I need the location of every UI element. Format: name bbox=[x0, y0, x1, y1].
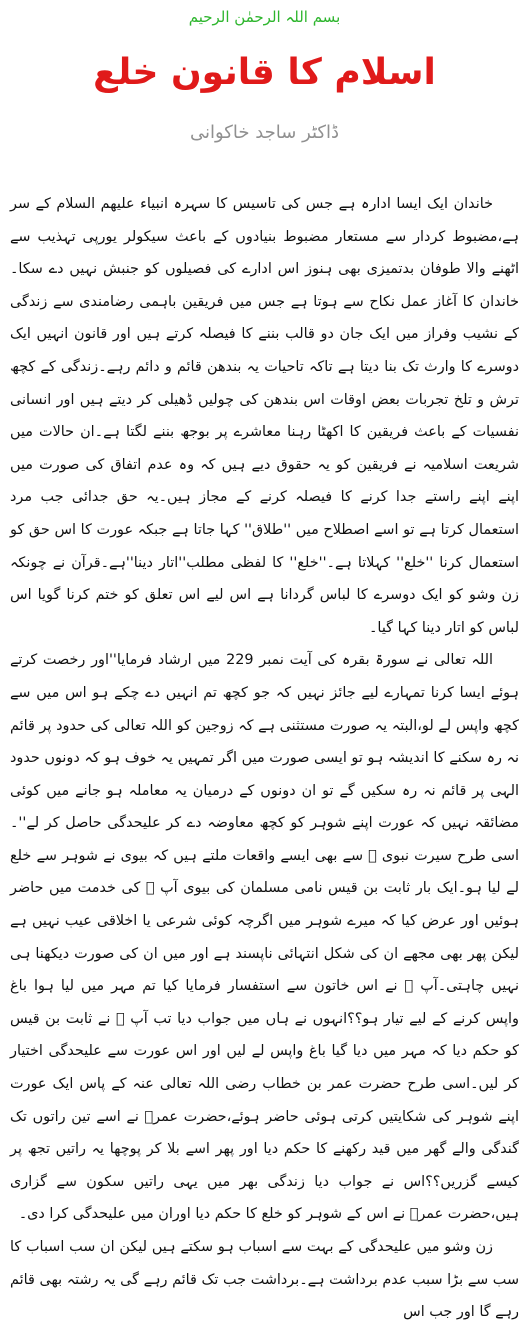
article-paragraph: خاندان ایک ایسا ادارہ ہے جس کی تاسیس کا سہرہ انبیاء علیھم السلام کے سر ہے،مضبوط کردار سے مستعار مضبوط بنیادوں کے باعث سیکولر یورپی تہذیب سے اٹھنے والا طوفان بدتمیزی بھی ہنوز اس ادارے کی فصیلوں کو جنبش نہیں دے سکا۔خاندان کا آغاز عمل نکاح سے ہوتا ہے جس میں فریقین باہمی رضامندی سے زندگی کے نشیب وفراز میں ایک جان دو قالب بننے کا فیصلہ کرتے ہیں اور قانون انہیں ایک دوسرے کا وارث تک بنا دیتا ہے تاکہ تاحیات یہ بندھن قائم و دائم رہے۔زندگی کے کچھ ترش و تلخ تجربات بعض اوقات اس بندھن کی چولیں ڈھیلی کر دیتے ہیں اور انسانی نفسیات کے باعث فریقین کا اکھٹا رہنا معاشرے پر بوجھ بننے لگتا ہے۔ان حالات میں شریعت اسلامیہ نے فریقین کو یہ حقوق دیے ہیں کہ وہ عدم اتفاق کی صورت میں اپنے اپنے راستے جدا کرنے کا فیصلہ کرنے کے مجاز ہیں۔یہ حق جدائی جب مرد استعمال کرتا ہے تو اسے اصطلاح میں ''طلاق'' کہا جاتا ہے جبکہ عورت کا اس حق کو استعمال کرنا ''خلع'' کہلاتا ہے۔''خلع'' کا لفظی مطلب''اتار دینا''ہے۔قرآن نے چونکہ زن وشو کو ایک دوسرے کا لباس گردانا ہے اس لیے اس تعلق کو ختم کرنا گویا اس لباس کو اتار دینا کہا گیا۔ bbox=[10, 196, 519, 636]
article-title: اسلام کا قانون خلع bbox=[93, 52, 436, 93]
article-paragraph: اللہ تعالی نے سورۃ بقرہ کی آیت نمبر 229 میں ارشاد فرمایا''اور رخصت کرتے ہوئے ایسا کرنا تمہارے لیے جائز نہیں کہ جو کچھ تم انہیں دے چکے ہو اس میں سے کچھ واپس لے لو،البتہ یہ صورت مستثنی ہے کہ زوجین کو اللہ تعالی کی حدود پر قائم نہ رہ سکنے کا اندیشہ ہو تو ایسی صورت میں اگر تمہیں یہ خوف ہو کہ دونوں حدود الہی پر قائم نہ رہ سکیں گے تو ان دونوں کے درمیان یہ معاملہ ہو جانے میں کوئی مضائقہ نہیں کہ عورت اپنے شوہر کو کچھ معاوضہ دے کر علیحدگی حاصل کر لے''۔اسی طرح سیرت نبوی ﷺ سے بھی ایسے واقعات ملتے ہیں کہ بیوی نے شوہر سے خلع لے لیا ہو۔ایک بار ثابت بن قیس نامی مسلمان کی بیوی آپ ﷺ کی خدمت میں حاضر ہوئیں اور عرض کیا کہ میرے شوہر میں اگرچہ کوئی شرعی یا اخلاقی عیب نہیں ہے لیکن پھر بھی مجھے ان کی شکل انتہائی ناپسند ہے اور میں ان کی صورت دیکھنا ہی نہیں چاہتی۔آپ ﷺ نے اس خاتون سے استفسار فرمایا کیا تم مہر میں لیا ہوا باغ واپس کرنے کے لیے تیار ہو؟؟انہوں نے ہاں میں جواب دیا تب آپ ﷺ نے ثابت بن قیس کو حکم دیا کہ مہر میں دیا گیا باغ واپس لے لیں اور اس عورت سے علیحدگی اختیار کر لیں۔اسی طرح حضرت عمر بن خطاب رضی اللہ تعالی عنہ کے پاس ایک عورت اپنے شوہر کی شکایتیں کرتی ہوئی حاضر ہوئے،حضرت عمرؓ نے اسے تین راتوں تک گندگی والے گھر میں قید رکھنے کا حکم دیا اور پھر اسے بلا کر پوچھا یہ راتیں تجھ پر کیسے گزریں؟؟اس نے جواب دیا زندگی بھر میں یہی راتیں سکون سے گزاری ہیں،حضرت عمرؓ نے اس کے شوہر کو خلع کا حکم دیا اوران میں علیحدگی کرا دی۔ bbox=[10, 652, 519, 1223]
bismillah-heading: بسم اللہ الرحمٰن الرحیم bbox=[188, 8, 341, 26]
article-paragraph: زن وشو میں علیحدگی کے بہت سے اسباب ہو سکتے ہیں لیکن ان سب اسباب کا سب سے بڑا سبب عدم برداشت ہے۔برداشت جب تک قائم رہے گی یہ رشتہ بھی قائم رہے گا اور جب اس bbox=[10, 1239, 519, 1321]
article-body bbox=[10, 188, 519, 1329]
author-name: ڈاکٹر ساجد خاکوانی bbox=[189, 122, 340, 143]
